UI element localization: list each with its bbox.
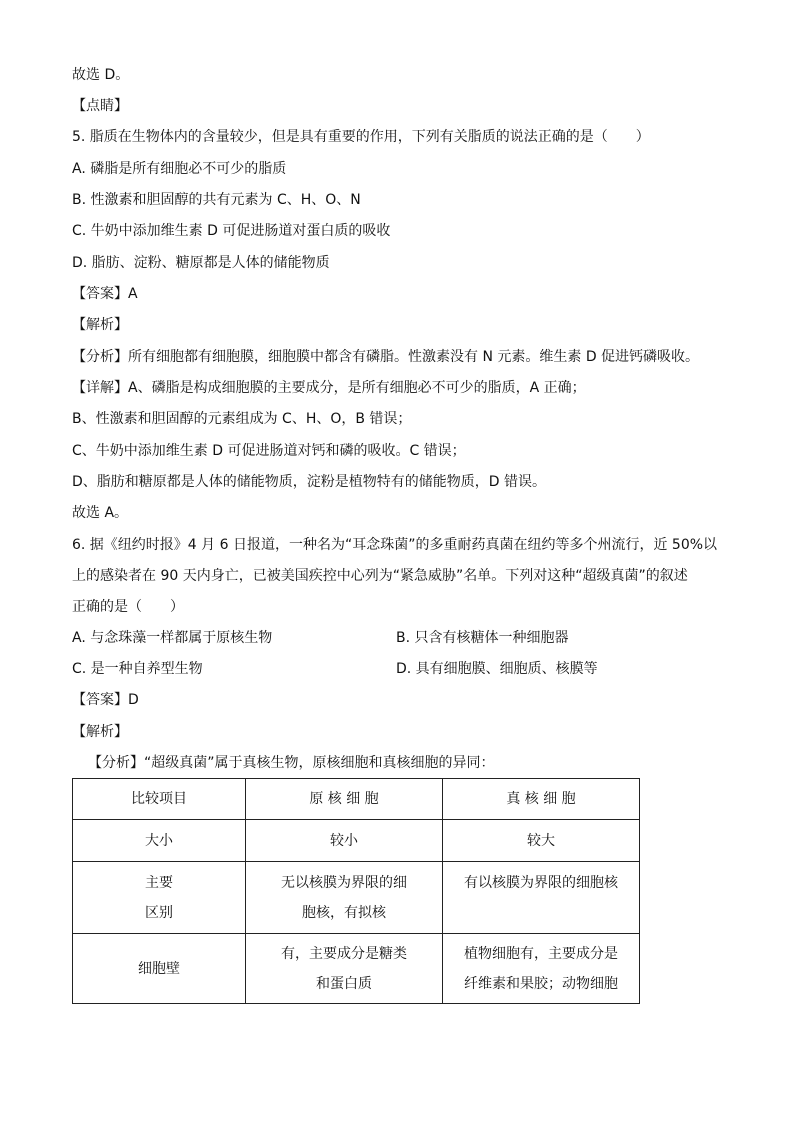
question-6-option-d: D. 具有细胞膜、细胞质、核膜等 bbox=[396, 661, 598, 677]
table-cell bbox=[246, 862, 443, 934]
question-6-answer: 【答案】D bbox=[72, 692, 139, 708]
table-cell bbox=[73, 862, 246, 934]
question-6-analysis-heading: 【解析】 bbox=[72, 724, 128, 740]
question-5-detail-c: C、牛奶中添加维生素 D 可促进肠道对钙和磷的吸收。C 错误； bbox=[72, 443, 466, 459]
section-heading-dianjing: 【点睛】 bbox=[72, 98, 128, 114]
table-cell-line: 有，主要成分是糖类 bbox=[281, 945, 407, 962]
table-row bbox=[73, 862, 640, 934]
question-5-detail-d: D、脂肪和糖原都是人体的储能物质，淀粉是植物特有的储能物质，D 错误。 bbox=[72, 474, 547, 490]
question-6-stem-line-1: 6. 据《纽约时报》4 月 6 日报道，一种名为“耳念珠菌”的多重耐药真菌在纽约等多个州流行，近 50%以 bbox=[72, 537, 718, 553]
table-cell-line: 胞核，有拟核 bbox=[302, 904, 386, 921]
comparison-table bbox=[72, 778, 640, 1004]
table-header-row bbox=[73, 779, 640, 820]
table-cell-line: 和蛋白质 bbox=[316, 975, 372, 992]
table-cell: 较小 bbox=[246, 820, 443, 862]
question-5-option-a: A. 磷脂是所有细胞必不可少的脂质 bbox=[72, 161, 287, 177]
table-cell bbox=[443, 934, 640, 1004]
table-header-cell: 比较项目 bbox=[73, 779, 246, 820]
table-cell-line: 植物细胞有，主要成分是 bbox=[464, 945, 618, 962]
question-6-stem-line-2: 上的感染者在 90 天内身亡，已被美国疾控中心列为“紧急威胁”名单。下列对这种“超级真菌”的叙述 bbox=[72, 568, 688, 584]
question-5-detail-a: 【详解】A、磷脂是构成细胞膜的主要成分，是所有细胞必不可少的脂质，A 正确； bbox=[72, 380, 586, 396]
table-header-cell: 原 核 细 胞 bbox=[246, 779, 443, 820]
question-6-analysis: 【分析】“超级真菌”属于真核生物，原核细胞和真核细胞的异同： bbox=[88, 755, 495, 771]
table-cell-line: 区别 bbox=[145, 904, 173, 921]
question-5-stem: 5. 脂质在生物体内的含量较少，但是具有重要的作用，下列有关脂质的说法正确的是（ ） bbox=[72, 129, 650, 145]
question-5-option-c: C. 牛奶中添加维生素 D 可促进肠道对蛋白质的吸收 bbox=[72, 223, 391, 239]
table-cell: 大小 bbox=[73, 820, 246, 862]
table-cell: 细胞壁 bbox=[73, 934, 246, 1004]
question-5-analysis-heading: 【解析】 bbox=[72, 317, 128, 333]
question-5-conclusion: 故选 A。 bbox=[72, 505, 129, 521]
table-cell-line: 纤维素和果胶；动物细胞 bbox=[464, 975, 618, 992]
question-5-answer: 【答案】A bbox=[72, 286, 138, 302]
question-6-option-a: A. 与念珠藻一样都属于原核生物 bbox=[72, 630, 273, 646]
table-cell-line: 无以核膜为界限的细 bbox=[281, 874, 407, 891]
question-6-option-b: B. 只含有核糖体一种细胞器 bbox=[396, 630, 569, 646]
table-header-cell: 真 核 细 胞 bbox=[443, 779, 640, 820]
question-5-detail-b: B、性激素和胆固醇的元素组成为 C、H、O，B 错误； bbox=[72, 411, 412, 427]
conclusion-line: 故选 D。 bbox=[72, 67, 130, 83]
question-6-option-c: C. 是一种自养型生物 bbox=[72, 661, 203, 677]
table-row bbox=[73, 820, 640, 862]
question-5-option-b: B. 性激素和胆固醇的共有元素为 C、H、O、N bbox=[72, 192, 361, 208]
question-5-option-d: D. 脂肪、淀粉、糖原都是人体的储能物质 bbox=[72, 255, 330, 271]
question-5-analysis: 【分析】所有细胞都有细胞膜，细胞膜中都含有磷脂。性激素没有 N 元素。维生素 D 促进钙磷吸收。 bbox=[72, 349, 700, 365]
question-6-stem-line-3: 正确的是（ ） bbox=[72, 599, 184, 615]
table-cell bbox=[246, 934, 443, 1004]
table-row bbox=[73, 934, 640, 1004]
table-cell: 有以核膜为界限的细胞核 bbox=[443, 862, 640, 934]
table-cell: 较大 bbox=[443, 820, 640, 862]
table-cell-line: 主要 bbox=[145, 874, 173, 891]
